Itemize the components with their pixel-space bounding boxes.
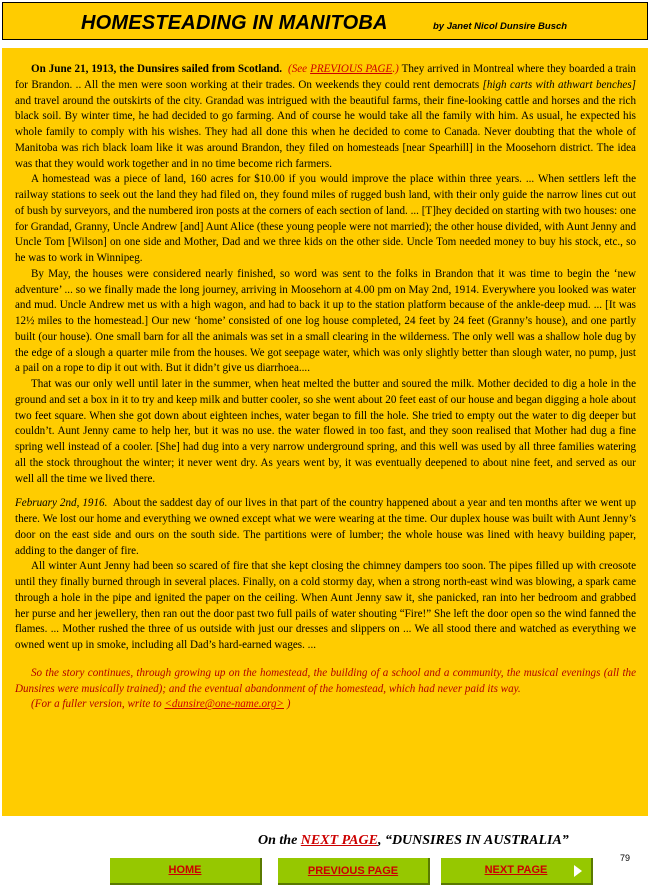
home-button[interactable]: HOME — [110, 858, 262, 885]
paragraph-6: All winter Aunt Jenny had been so scared of fire that she kept closing the chimney dampers too soon. The pipes filled up with creosote until they finally burned through in several places. Finally, on a cold stormy day, when a strong north-east wind was blowing, a spark came through a hole in the pipe and ignited the paper on the ceiling. When Aunt Jenny saw it, she panicked, ran into her bedroom and grabbed her purse and her jewellery, then ran out the door past two full pails of water shouting “Fire!” She left the door open so the wind fanned the flames. ... Mother rushed the three of us outside with just our dresses and slippers on ... We all stood there and watched as everything we owned went up in smoke, including all Dad’s hard-earned wages. ... — [15, 560, 636, 651]
paragraph-1 — [15, 62, 636, 172]
paragraph-5-text: About the saddest day of our lives in that part of the country happened about a year and ten months after we went up there. We lost our home and everything we owned except what we were wearing at the time. Our duplex house was built with Aunt Jenny’s door on the east side and ours on the south side. The partitions were of lumber; the whole house was lined with heavy building paper, adding to the danger of fire. — [15, 497, 636, 557]
next-page-text-link[interactable]: NEXT PAGE — [300, 833, 378, 848]
see-open: (See — [288, 63, 308, 75]
email-link[interactable]: <dunsire@one-name.org> — [164, 698, 284, 711]
continuation-note: So the story continues, through growing up on the homestead, the building of a school and a community, the musical evenings (all the Dunsires were musically trained); and the eventual abandonment of the homestead, which had never paid its way. — [15, 666, 636, 695]
fuller-version-note — [15, 697, 636, 713]
opening-sentence: On June 21, 1913, the Dunsires sailed from Scotland. — [31, 63, 283, 75]
event-date: February 2nd, 1916. — [15, 497, 108, 510]
page-title: HOMESTEADING IN MANITOBA — [81, 12, 388, 34]
paragraph-2: A homestead was a piece of land, 160 acres for $10.00 if you would improve the place within three years. ... When settlers left the railway stations to seek out the land they had filed on, they found miles of rugged bush land, with their only guide the narrow lines cut out of bush by surveyors, and the numbered iron posts at the corners of each section of land. ... [T]hey decided on starting with two houses: one for Grandad, Granny, Uncle Andrew [and] Aunt Alice (these young people were not married); the other house divided, with Aunt Jenny and Uncle Tom [Wilson] on one side and Mother, Dad and we three kids on the other side. Uncle Tom needed money to buy his stock, etc., so he was to work in Winnipeg. — [15, 173, 636, 264]
next-page-button-label: NEXT PAGE — [484, 864, 548, 876]
see-close: .) — [392, 63, 399, 75]
fuller-open: (For a fuller version, write to — [31, 698, 162, 711]
paragraph-1-text-a: They arrived in Montreal where they boarded a train for Brandon. .. All the men were soon working at their trades. On weekends they could rent democrats — [15, 63, 636, 91]
paragraph-1-italic: [high carts with athwart benches] — [482, 78, 636, 91]
fuller-close: ) — [286, 698, 291, 711]
paragraph-3: By May, the houses were considered nearly finished, so word was sent to the folks in Brandon that it was time to begin the ‘new adventure’ ... so we finally made the long journey, arriving in Moosehorn at 4.00 pm on May 2nd, 1914. Everywhere you looked was water and mud. Uncle Andrew met us with a high wagon, and had to back it up to the station platform because of the ankle-deep mud. ... [It was 12½ miles to the homestead.] Our new ‘home’ consisted of one log house completed, 24 feet by 24 feet (Granny’s house), and one partly built (our house). One small barn for all the animals was set in a small clearing in the wilderness. The only well was a shallow hole dug by the edge of a slough a quarter mile from the houses. We got seepage water, which was only slightly better than slough water, no pump, just a pail on a rope to dip it out with. But it didn’t give us diarrhoea.... — [15, 267, 636, 375]
next-page-button[interactable] — [441, 858, 593, 885]
paragraph-1-text-b: and travel around the outskirts of the city. Grandad was intrigued with the beautiful farms, their fine-looking cattle and horses and the rich black soil. By winter time, he had decided to go farming. And of course he would take all the family with him. As usual, he expected his whole family to comply with his wishes. They had all done this when he decided to come to Canada. Never doubting that the whole of Manitoba was rich black loam like it was around Brandon, they filed on homesteads [near Spearhill] in the Moosehorn district. The idea was that they would work together and in no time become rich farmers. — [15, 94, 636, 170]
see-note — [288, 63, 399, 75]
next-page-teaser — [258, 833, 569, 849]
title-banner — [2, 2, 648, 40]
paragraph-5 — [15, 496, 636, 559]
page-number: 79 — [620, 853, 631, 863]
previous-page-button[interactable]: PREVIOUS PAGE — [278, 858, 430, 885]
paragraph-4: That was our only well until later in the summer, when heat melted the butter and soured the milk. Mother decided to dig a hole in the ground and set a box in it to try and keep milk and butter cooler, so she went about 20 feet east of our house and began digging a hole about two feet square. When she got down about eighteen inches, water began to fill the hole. She tried to empty out the water to dig deeper but couldn’t. Aunt Jenny came to help her, but it was no use. the water flowed in too fast, and they soon realised that Mother had dug a fine spring well instead of a cooler. [She] had dug into a very narrow underground spring, and this well was used by all three families watering all the stock throughout the winter; it never went dry. As years went by, it was eventually deepened to about nine feet, and served as our well all the time we lived there. — [15, 378, 636, 485]
next-suffix: , “DUNSIRES IN AUSTRALIA” — [377, 833, 569, 848]
previous-page-link[interactable]: PREVIOUS PAGE — [310, 63, 393, 75]
arrow-right-icon — [574, 865, 582, 877]
author-byline: by Janet Nicol Dunsire Busch — [433, 21, 568, 32]
story-panel — [2, 48, 648, 816]
next-prefix: On the — [258, 833, 298, 848]
